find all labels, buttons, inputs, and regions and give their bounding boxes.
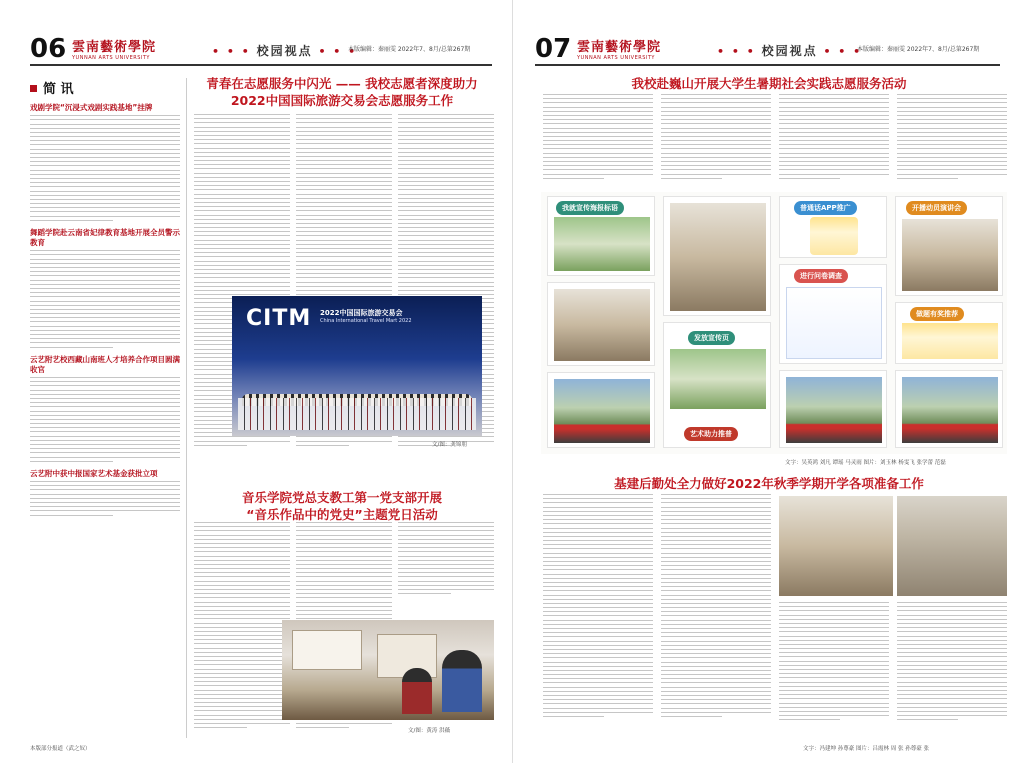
page-number: 06 xyxy=(30,34,67,64)
section-title: • • • 校园视点 • • • xyxy=(212,44,358,58)
body-text xyxy=(779,94,889,182)
collage-panel: 发放宣传页 艺术助力推普 xyxy=(663,322,771,448)
right-page xyxy=(512,0,1024,763)
brief-heading: 简 讯 xyxy=(30,78,180,97)
body-text xyxy=(543,494,653,720)
dormitory-photo xyxy=(779,496,893,596)
collage-panel xyxy=(547,372,655,448)
article-title: 我校赴巍山开展大学生暑期社会实践志愿服务活动 xyxy=(631,76,907,91)
collage-panel xyxy=(779,370,887,448)
citm-logo-text: CITM xyxy=(246,306,312,331)
brief-item xyxy=(30,228,180,351)
brief-item-title: 舞蹈学院赴云南省妃律教育基地开展全员警示教育 xyxy=(30,228,180,248)
header-rule xyxy=(535,64,1000,66)
issue-meta: 本版编辑：秦丽雯 2022年7、8月/总第267期 xyxy=(857,46,980,53)
collage-panel: 做题有奖推荐 xyxy=(895,302,1003,364)
photo-caption: 文/图：黄涛 洪薇 xyxy=(408,728,451,734)
body-text xyxy=(661,94,771,182)
photo-caption: 文/图：龚锦朋 xyxy=(432,442,467,448)
body-text xyxy=(398,522,494,597)
citm-photo: CITM 2022中国国际旅游交易会 China International Travel Mart 2022 xyxy=(232,296,482,436)
body-text xyxy=(30,115,180,224)
body-text xyxy=(30,250,180,351)
article-title: 基建后勤处全力做好2022年秋季学期开学各项准备工作 xyxy=(614,476,924,491)
collage-panel: 普通话APP推广 xyxy=(779,196,887,258)
brief-item xyxy=(30,355,180,465)
body-text xyxy=(30,377,180,465)
brief-item-title: 戏剧学院“沉浸式戏剧实践基地”挂牌 xyxy=(30,103,153,112)
page-header xyxy=(535,34,1000,72)
news-brief-column xyxy=(30,78,180,738)
body-text xyxy=(897,602,1007,723)
brief-item-title: 云艺附中获中报国家艺术基金获批立项 xyxy=(30,468,158,478)
page-number: 07 xyxy=(535,34,572,64)
collage-panel xyxy=(663,196,771,316)
brief-item xyxy=(30,103,180,224)
collage-panel xyxy=(895,370,1003,448)
brief-item-title: 云艺附艺校西藏山南班人才培养合作项目圆满收官 xyxy=(30,354,180,374)
body-text xyxy=(30,481,180,519)
collage-panel: 我就宣传海报标语 xyxy=(547,196,655,276)
photo-byline: 文字：吴英鸿 刘凡 谭瑶 马灵雨 图片：刘玉林 杨雯飞 张学蕾 范磊 xyxy=(785,460,946,466)
column-divider xyxy=(186,78,187,738)
collage-panel: 开播动员演讲会 xyxy=(895,196,1003,296)
brief-item xyxy=(30,469,180,519)
university-logo: 雲南藝術學院 YUNNAN ARTS UNIVERSITY xyxy=(72,40,157,61)
body-text xyxy=(897,94,1007,182)
photo-byline: 文字：冯建坤 孙尊豪 图片：吕霞林 周 张 孙尊豪 张 xyxy=(803,746,929,752)
article-title: 音乐学院党总支教工第一党支部开展 “音乐作品中的党史”主题党日活动 xyxy=(241,490,442,522)
body-text xyxy=(779,602,889,723)
renovation-photo xyxy=(897,496,1007,596)
header-rule xyxy=(30,64,492,66)
exhibition-photo xyxy=(282,620,494,720)
body-text xyxy=(661,494,771,720)
university-logo: 雲南藝術學院 YUNNAN ARTS UNIVERSITY xyxy=(577,40,662,61)
section-title: • • • 校园视点 • • • xyxy=(717,44,863,58)
activity-photo-collage xyxy=(541,192,1007,454)
body-text xyxy=(194,522,290,731)
page-header xyxy=(30,34,492,72)
issue-meta: 本版编辑：秦丽雯 2022年7、8月/总第267期 xyxy=(348,46,471,53)
collage-panel: 进行问卷调查 xyxy=(779,264,887,364)
body-text xyxy=(543,94,653,182)
collage-panel xyxy=(547,282,655,366)
article-title: 青春在志愿服务中闪光 —— 我校志愿者深度助力 2022中国国际旅游交易会志愿服务工作 xyxy=(206,76,478,108)
brief-footer: 本版部分报道（武之奴） xyxy=(30,746,91,752)
